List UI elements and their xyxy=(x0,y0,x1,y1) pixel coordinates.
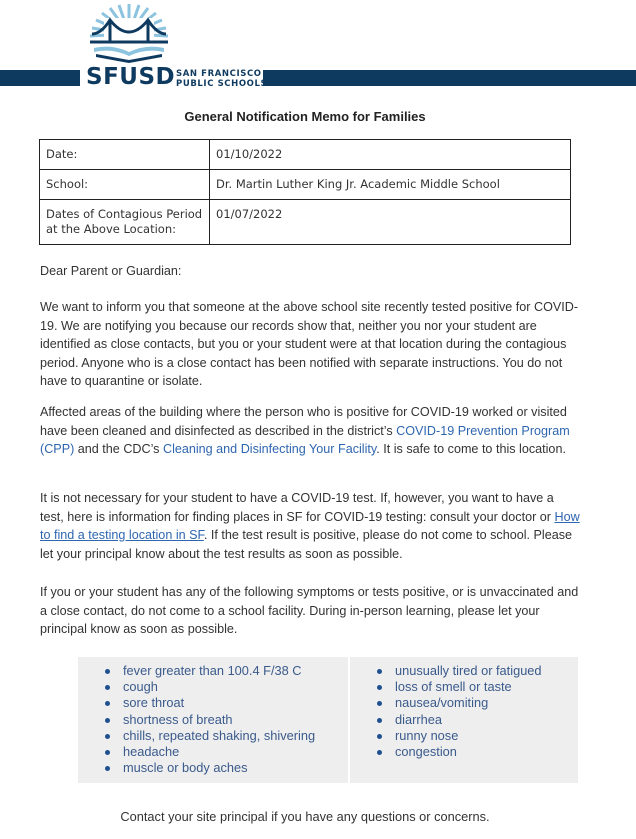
contact-footer: Contact your site principal if you have any questions or concerns. xyxy=(120,809,490,824)
symptom-item xyxy=(100,760,348,776)
contagious-period-value: 01/07/2022 xyxy=(210,200,571,245)
symptom-text: headache xyxy=(123,744,180,760)
testing-text-1: It is not necessary for your student to have a COVID-19 test. If, however, you want to have a test, here is information for finding places in SF for COVID-19 testing: consult your doctor or xyxy=(40,491,555,524)
table-row-contagious-period xyxy=(40,200,571,245)
cleaning-text-1: Affected areas of the building where the person who is positive for COVID-19 worked or visited have been cleaned and disinfected as described in the district’s xyxy=(40,405,567,438)
testing-text-2: . If the test result is positive, please do not come to school. Please let your principal know about the test results as soon as possible. xyxy=(40,528,573,561)
bullet-icon xyxy=(377,750,382,755)
bullet-icon xyxy=(377,734,382,739)
memo-title: General Notification Memo for Families xyxy=(184,109,426,124)
testing-location-link[interactable]: How to find a testing location in SF xyxy=(40,509,580,542)
subtitle-line-2: PUBLIC SCHOOLS xyxy=(176,79,268,89)
symptom-item xyxy=(100,679,348,695)
bullet-icon xyxy=(377,718,382,723)
symptom-item xyxy=(372,663,578,679)
paragraph-notification: We want to inform you that someone at the above school site recently tested positive for COVID-19. We are notifying you because our records show that, neither you nor your student are identified as close contacts, but you or your student were at that location during the contagious period. Anyone who is a close contact has been notified with separate instructions. You do not have to quarantine or isolate. xyxy=(40,300,579,388)
symptom-item xyxy=(100,712,348,728)
bullet-icon xyxy=(105,750,110,755)
golden-gate-book-logo-icon xyxy=(84,0,174,66)
symptoms-column-right xyxy=(350,657,578,783)
symptom-item xyxy=(372,728,578,744)
header-bar-right xyxy=(263,70,636,86)
bullet-icon xyxy=(105,766,110,771)
symptom-text: shortness of breath xyxy=(123,711,233,727)
symptom-item xyxy=(372,744,578,760)
sfusd-wordmark: SFUSD xyxy=(86,64,176,90)
symptom-text: diarrhea xyxy=(395,711,442,727)
symptom-item xyxy=(372,679,578,695)
paragraph-cleaning xyxy=(40,403,580,459)
salutation: Dear Parent or Guardian: xyxy=(40,264,182,278)
cpp-link[interactable]: COVID-19 Prevention Program (CPP) xyxy=(40,423,570,456)
symptom-text: muscle or body aches xyxy=(123,760,248,776)
symptom-text: runny nose xyxy=(395,727,459,743)
symptoms-column-left xyxy=(78,657,350,783)
sfusd-header xyxy=(0,0,636,92)
symptom-item xyxy=(100,744,348,760)
table-row-school xyxy=(40,170,571,200)
sfusd-subtitle xyxy=(176,69,267,89)
bullet-icon xyxy=(105,669,110,674)
paragraph-testing xyxy=(40,489,580,563)
date-label: Date: xyxy=(40,140,210,170)
symptom-text: nausea/vomiting xyxy=(395,695,489,711)
school-label: School: xyxy=(40,170,210,200)
bullet-icon xyxy=(377,685,382,690)
subtitle-line-1: SAN FRANCISCO xyxy=(176,69,262,79)
table-row-date xyxy=(40,140,571,170)
bullet-icon xyxy=(105,734,110,739)
bullet-icon xyxy=(377,669,382,674)
cleaning-text-3: . It is safe to come to this location. xyxy=(376,442,566,456)
cdc-cleaning-link[interactable]: Cleaning and Disinfecting Your Facility xyxy=(162,442,377,456)
symptom-item xyxy=(100,728,348,744)
contagious-period-label: Dates of Contagious Period at the Above Location: xyxy=(40,200,210,245)
symptom-text: chills, repeated shaking, shivering xyxy=(123,727,316,743)
info-table xyxy=(39,139,571,245)
symptom-text: congestion xyxy=(395,744,457,760)
symptom-text: unusually tired or fatigued xyxy=(395,663,542,678)
bullet-icon xyxy=(105,718,110,723)
symptom-item xyxy=(372,712,578,728)
date-value: 01/10/2022 xyxy=(210,140,571,170)
bullet-icon xyxy=(105,701,110,706)
symptom-item xyxy=(100,663,348,679)
symptom-text: loss of smell or taste xyxy=(395,679,512,695)
header-bar-left xyxy=(0,70,80,86)
symptoms-box xyxy=(78,657,578,783)
symptom-item xyxy=(372,695,578,711)
cleaning-text-2: and the CDC’s xyxy=(74,442,163,456)
paragraph-symptoms-intro: If you or your student has any of the following symptoms or tests positive, or is unvaccinated and a close contact, do not come to a school facility. During in-person learning, please let your principal know as soon as possible. xyxy=(40,585,579,636)
symptom-text: cough xyxy=(123,679,158,695)
symptom-text: sore throat xyxy=(123,695,185,711)
bullet-icon xyxy=(377,701,382,706)
symptom-text: fever greater than 100.4 F/38 C xyxy=(123,663,302,678)
school-value: Dr. Martin Luther King Jr. Academic Middle School xyxy=(210,170,571,200)
symptom-item xyxy=(100,695,348,711)
bullet-icon xyxy=(105,685,110,690)
